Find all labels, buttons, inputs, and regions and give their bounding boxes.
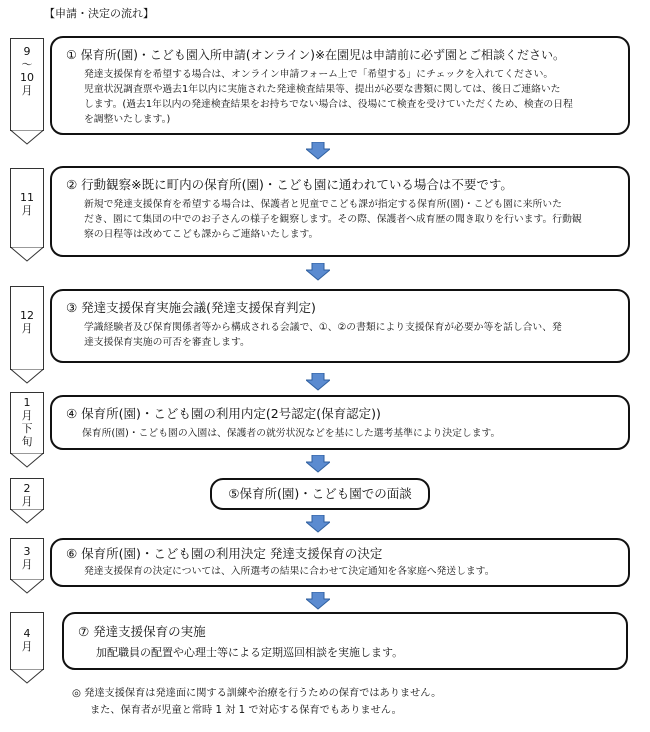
month-label: 3 月	[21, 545, 33, 571]
step-text-line: 新規で発達支援保育を希望する場合は、保護者と児童でこども課が指定する保育所(園)・こども園に来所いた	[84, 199, 562, 210]
month-label: 1 月 下 旬	[21, 396, 33, 448]
step-description	[66, 426, 614, 441]
month-marker-sep-oct	[10, 38, 44, 131]
month-marker-mar	[10, 538, 44, 580]
step-text-line: 加配職員の配置や心理士等による定期巡回相談を実施します。	[96, 646, 404, 659]
step-description	[66, 67, 614, 127]
step-text-line: 発達支援保育を希望する場合は、オンライン申請フォーム上で「希望する」にチェックを入れてください。	[84, 69, 554, 80]
step-text-line: 児童状況調査票や過去1年以内に実施された発達検査結果等、提出が必要な書類に関しては、後日ご連絡いた	[84, 84, 561, 95]
step-box-provisional-decision	[50, 395, 630, 450]
month-label: 12 月	[20, 309, 34, 335]
flow-arrow-icon	[306, 142, 330, 160]
month-label: 9 〜 10 月	[20, 45, 34, 97]
month-pointer-icon	[10, 247, 44, 262]
month-marker-nov	[10, 168, 44, 248]
step-box-interview	[210, 478, 430, 510]
step-box-observation	[50, 166, 630, 257]
step-description	[78, 644, 612, 662]
step-title: ⑦ 発達支援保育の実施	[78, 624, 206, 639]
step-text-line: 察の日程等は改めてこども課からご連絡いたします。	[84, 229, 319, 240]
step-text-line: 達支援保育実施の可否を審査します。	[84, 337, 250, 348]
footnote-line: また、保育者が児童と常時 1 対 1 で対応する保育でもありません。	[90, 705, 402, 716]
step-title: ③ 発達支援保育実施会議(発達支援保育判定)	[66, 300, 316, 315]
step-title: ④ 保育所(園)・こども園の利用内定(2号認定(保育認定))	[66, 406, 381, 421]
month-label: 4 月	[21, 627, 33, 653]
flow-arrow-icon	[306, 373, 330, 391]
step-text-line: 学識経験者及び保育関係者等から構成される会議で、①、②の書類により支援保育が必要か等を話し合い、発	[84, 322, 562, 333]
step-box-implementation	[62, 612, 628, 670]
step-text-line: 保育所(園)・こども園の入園は、保護者の就労状況などを基にした選考基準により決定します。	[82, 428, 501, 439]
step-box-final-decision	[50, 538, 630, 587]
step-title: ② 行動観察※既に町内の保育所(園)・こども園に通われている場合は不要です。	[66, 177, 513, 192]
month-pointer-icon	[10, 130, 44, 145]
flow-arrow-icon	[306, 515, 330, 533]
step-box-application	[50, 36, 630, 135]
step-box-meeting	[50, 289, 630, 363]
month-label: 11 月	[20, 191, 34, 217]
flow-heading: 【申請・決定の流れ】	[44, 7, 154, 20]
step-description	[66, 197, 614, 242]
step-description	[66, 320, 614, 350]
footnote-line: ◎ 発達支援保育は発達面に関する訓練や治療を行うための保育ではありません。	[72, 688, 442, 699]
month-marker-dec	[10, 286, 44, 370]
month-label: 2 月	[21, 482, 33, 508]
flow-arrow-icon	[306, 455, 330, 473]
month-pointer-icon	[10, 579, 44, 594]
step-text-line: します。(過去1年以内の発達検査結果をお持ちでない場合は、役場にて検査を受けていただくため、検査の日程	[84, 99, 573, 110]
month-marker-feb	[10, 478, 44, 510]
footnote	[72, 685, 441, 719]
flow-arrow-icon	[306, 592, 330, 610]
step-text-line: を調整いたします。)	[84, 114, 171, 125]
month-marker-apr	[10, 612, 44, 670]
flow-arrow-icon	[306, 263, 330, 281]
step-title: ⑥ 保育所(園)・こども園の利用決定 発達支援保育の決定	[66, 546, 383, 561]
month-marker-late-jan	[10, 392, 44, 454]
step-text-line: だき、園にて集団の中でのお子さんの様子を観察します。その際、保護者へ成育歴の聞き取りを行います。行動観	[84, 214, 582, 225]
month-pointer-icon	[10, 369, 44, 384]
month-pointer-icon	[10, 669, 44, 684]
step-text-line: 発達支援保育の決定については、入所選考の結果に合わせて決定通知を各家庭へ発送します。	[84, 566, 495, 577]
step-title: ① 保育所(園)・こども園入所申請(オンライン)※在園児は申請前に必ず園とご相談ください。	[66, 48, 565, 62]
month-pointer-icon	[10, 509, 44, 524]
month-pointer-icon	[10, 453, 44, 468]
step-title: ⑤保育所(園)・こども園での面談	[228, 486, 412, 501]
step-description	[66, 564, 614, 579]
